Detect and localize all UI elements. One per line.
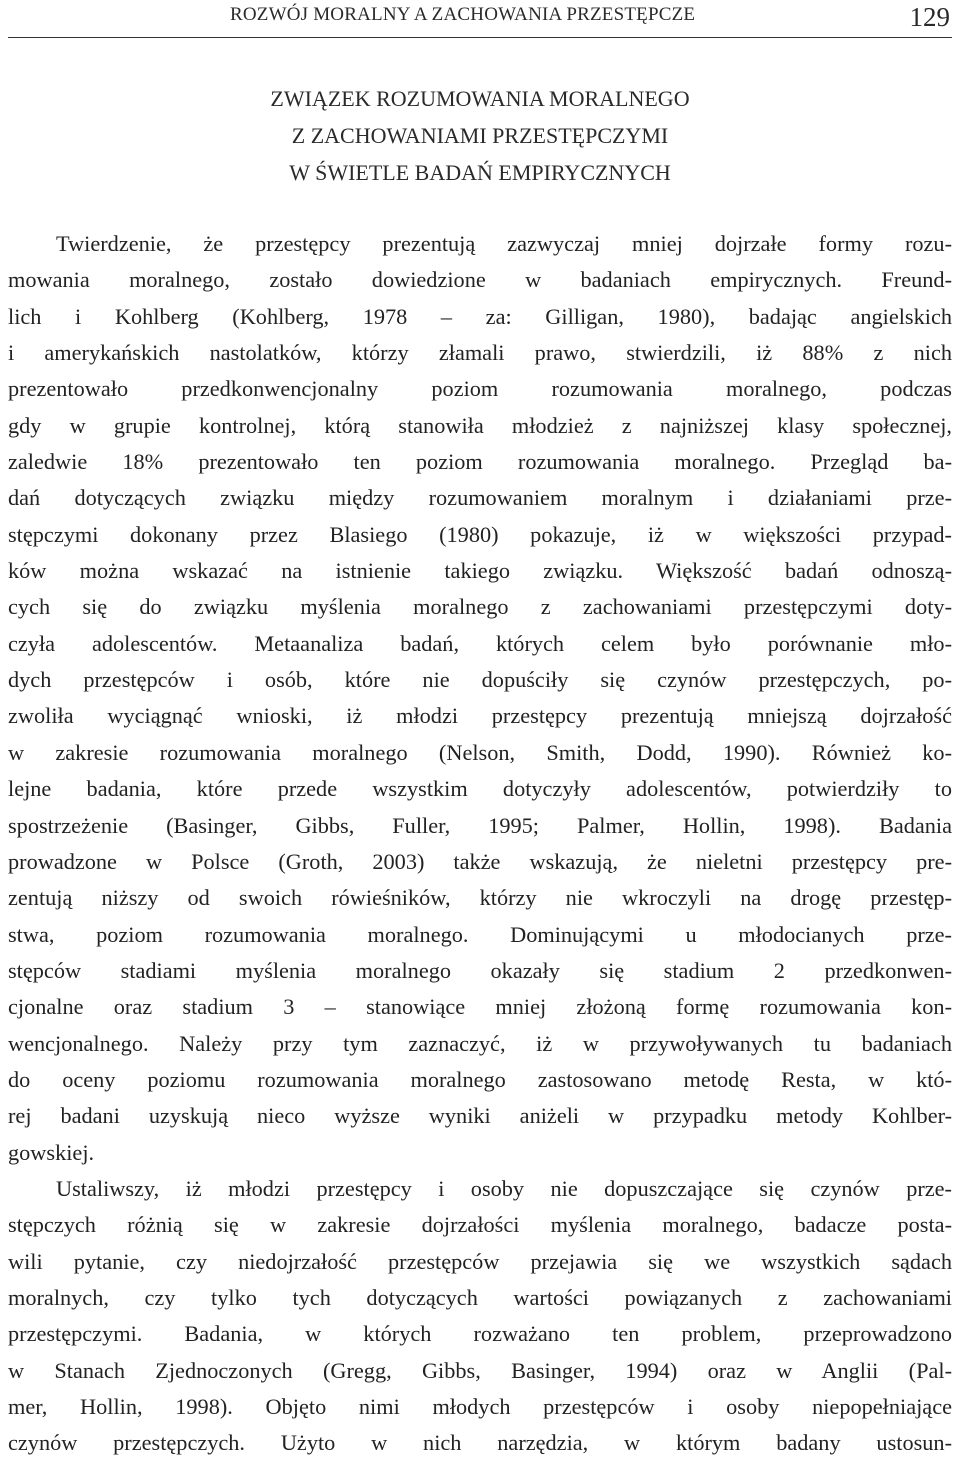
paragraph bbox=[8, 1171, 952, 1462]
text-line: stępców stadiami myślenia moralnego okazały się stadium 2 przedkonwen- bbox=[8, 957, 952, 983]
text-line: gowskiej. bbox=[8, 1139, 95, 1165]
paragraph bbox=[8, 226, 952, 1171]
text-line: zwoliła wyciągnąć wnioski, iż młodzi przestępcy prezentują mniejszą dojrzałość bbox=[8, 703, 952, 729]
section-heading bbox=[0, 80, 960, 191]
text-line: prowadzone w Polsce (Groth, 2003) także wskazują, że nieletni przestępcy pre- bbox=[8, 848, 952, 874]
text-line: czyła adolescentów. Metaanaliza badań, których celem było porównanie mło- bbox=[8, 630, 952, 656]
body-text bbox=[8, 226, 952, 1462]
text-line: rej badani uzyskują nieco wyższe wyniki aniżeli w przypadku metody Kohlber- bbox=[8, 1103, 952, 1129]
text-line: cych się do związku myślenia moralnego z zachowaniami przestępczymi doty- bbox=[8, 594, 952, 620]
text-line: czynów przestępczych. Użyto w nich narzędzia, w którym badany ustosun- bbox=[8, 1430, 952, 1456]
text-line: stępczymi dokonany przez Blasiego (1980) pokazuje, iż w większości przypad- bbox=[8, 521, 952, 547]
text-line: Ustaliwszy, iż młodzi przestępcy i osoby nie dopuszczające się czynów prze- bbox=[56, 1175, 952, 1201]
header-rule bbox=[8, 37, 952, 38]
text-line: gdy w grupie kontrolnej, którą stanowiła młodzież z najniższej klasy społecznej, bbox=[8, 412, 952, 438]
text-line: i amerykańskich nastolatków, którzy złamali prawo, stwierdzili, iż 88% z nich bbox=[8, 340, 952, 366]
page-number: 129 bbox=[909, 2, 950, 32]
section-heading-line: W ŚWIETLE BADAŃ EMPIRYCZNYCH bbox=[289, 160, 671, 185]
text-line: cjonalne oraz stadium 3 – stanowiące mniej złożoną formę rozumowania kon- bbox=[8, 994, 952, 1020]
text-line: dań dotyczących związku między rozumowaniem moralnym i działaniami prze- bbox=[8, 485, 952, 511]
text-line: zentują niższy od swoich rówieśników, którzy nie wkroczyli na drogę przestęp- bbox=[8, 885, 952, 911]
text-line: Twierdzenie, że przestępcy prezentują zazwyczaj mniej dojrzałe formy rozu- bbox=[56, 231, 952, 256]
text-line: wili pytanie, czy niedojrzałość przestępców przejawia się we wszystkich sądach bbox=[8, 1248, 952, 1274]
text-line: przestępczymi. Badania, w których rozważano ten problem, przeprowadzono bbox=[8, 1321, 952, 1347]
text-line: do oceny poziomu rozumowania moralnego zastosowano metodę Resta, w któ- bbox=[8, 1066, 952, 1092]
text-line: moralnych, czy tylko tych dotyczących wartości powiązanych z zachowaniami bbox=[8, 1284, 952, 1310]
text-line: spostrzeżenie (Basinger, Gibbs, Fuller, 1995; Palmer, Hollin, 1998). Badania bbox=[8, 812, 952, 838]
text-line: lich i Kohlberg (Kohlberg, 1978 – za: Gilligan, 1980), badając angielskich bbox=[8, 303, 952, 329]
section-heading-line: Z ZACHOWANIAMI PRZESTĘPCZYMI bbox=[291, 123, 669, 148]
text-line: w Stanach Zjednoczonych (Gregg, Gibbs, Basinger, 1994) oraz w Anglii (Pal- bbox=[8, 1357, 952, 1383]
text-line: dych przestępców i osób, które nie dopuściły się czynów przestępczych, po- bbox=[8, 667, 952, 693]
running-header bbox=[0, 0, 960, 36]
text-line: prezentowało przedkonwencjonalny poziom rozumowania moralnego, podczas bbox=[8, 376, 952, 402]
text-line: mer, Hollin, 1998). Objęto nimi młodych przestępców i osoby niepopełniające bbox=[8, 1394, 952, 1419]
text-line: w zakresie rozumowania moralnego (Nelson, Smith, Dodd, 1990). Również ko- bbox=[8, 739, 952, 765]
text-line: stępczych różnią się w zakresie dojrzałości myślenia moralnego, badacze posta- bbox=[8, 1212, 952, 1238]
text-line: zaledwie 18% prezentowało ten poziom rozumowania moralnego. Przegląd ba- bbox=[8, 449, 952, 475]
text-line: mowania moralnego, zostało dowiedzione w badaniach empirycznych. Freund- bbox=[8, 267, 952, 293]
running-title: ROZWÓJ MORALNY A ZACHOWANIA PRZESTĘPCZE bbox=[230, 4, 696, 25]
section-heading-line: ZWIĄZEK ROZUMOWANIA MORALNEGO bbox=[270, 86, 690, 111]
text-line: wencjonalnego. Należy przy tym zaznaczyć, iż w przywoływanych tu badaniach bbox=[8, 1030, 952, 1056]
text-line: lejne badania, które przede wszystkim dotyczyły adolescentów, potwierdziły to bbox=[8, 776, 952, 802]
text-line: stwa, poziom rozumowania moralnego. Dominującymi u młodocianych prze- bbox=[8, 921, 952, 947]
text-line: ków można wskazać na istnienie takiego związku. Większość badań odnoszą- bbox=[8, 558, 952, 584]
